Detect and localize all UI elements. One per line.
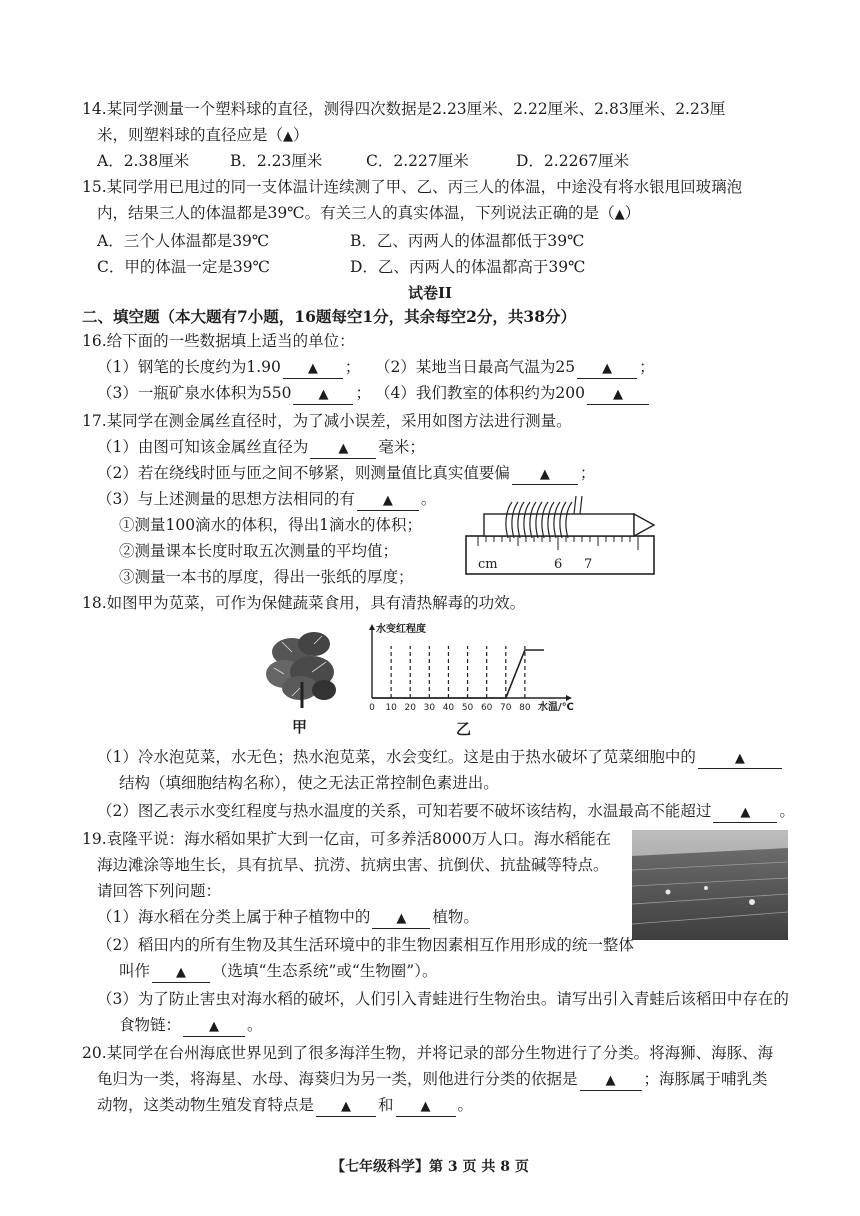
q17-stem: 17.某同学在测金属丝直径时，为了减小误差，采用如图方法进行测量。 (82, 412, 572, 430)
q14-line2: 米，则塑料球的直径应是（▲） (97, 126, 309, 144)
q14-option-a: A．2.38厘米 (97, 152, 190, 170)
x-tick-label-80: 80 (519, 703, 531, 712)
figure-label-jia: 甲 (292, 718, 308, 736)
q16-part1: （1）钢笔的长度约为1.90 ▲ ； (97, 356, 360, 379)
q17-part1: （1）由图可知该金属丝直径为 ▲ 毫米； (97, 436, 425, 459)
q15-option-a: A．三个人体温都是39℃ (97, 232, 270, 250)
x-tick-label-50: 50 (461, 703, 474, 712)
q19-line2: 海边滩涂等地生长，具有抗旱、抗涝、抗病虫害、抗倒伏、抗盐碱等特点。 (97, 856, 609, 874)
page-footer: 【七年级科学】第 3 页 共 8 页 (331, 1159, 529, 1175)
y-axis-label: 水变红程度 (376, 624, 426, 635)
q14-line1: 14.某同学测量一个塑料球的直径，测得四次数据是2.23厘米、2.22厘米、2.83厘米、2.23厘 (82, 100, 726, 118)
q19-part2: （2）稻田内的所有生物及其生活环境中的非生物因素相互作用形成的统一整体 (97, 936, 634, 954)
q15-line2: 内，结果三人的体温都是39℃。有关三人的真实体温，下列说法正确的是（▲） (97, 204, 641, 222)
q17-part3: （3）与上述测量的思想方法相同的有 ▲ 。 (97, 488, 436, 511)
q16-stem: 16.给下面的一些数据填上适当的单位： (82, 332, 355, 350)
q18-part1-cont: 结构（填细胞结构名称），使之无法正常控制色素进出。 (119, 774, 499, 792)
q15-line1: 15.某同学用已甩过的同一支体温计连续测了甲、乙、丙三人的体温，中途没有将水银甩回玻璃泡 (82, 178, 743, 196)
x-tick-label-40: 40 (442, 703, 455, 712)
figure-label-yi: 乙 (456, 720, 472, 738)
q14-option-c: C．2.227厘米 (366, 152, 469, 170)
q20-line3: 动物，这类动物生殖发育特点是 ▲ 和 ▲ 。 (97, 1094, 473, 1117)
x-axis-arrow (566, 695, 572, 701)
sea-rice-field-photo (632, 830, 788, 940)
q14-option-d: D．2.2267厘米 (516, 152, 630, 170)
q17-choice1: ①测量100滴水的体积，得出1滴水的体积； (119, 516, 422, 534)
q18-part1: （1）冷水泡苋菜，水无色；热水泡苋菜，水会变红。这是由于热水破坏了苋菜细胞中的 ▲ (97, 746, 784, 769)
q17-part2: （2）若在绕线时匝与匝之间不够紧，则测量值比真实值要偏 ▲ ； (97, 462, 595, 485)
q19-part2-cont: 叫作 ▲ （选填“生态系统”或“生物圈”）。 (119, 960, 437, 983)
q19-part3-cont: 食物链： ▲ 。 (119, 1014, 263, 1037)
q19-line3: 请回答下列问题： (97, 882, 222, 900)
section2-heading: 二、填空题（本大题有7小题，16题每空1分，其余每空2分，共38分） (82, 307, 576, 326)
paper2-title: 试卷II (407, 284, 453, 302)
x-tick-label-60: 60 (480, 703, 493, 712)
q16-part3: （3）一瓶矿泉水体积为550 ▲ ； (97, 382, 371, 405)
answer-mark: ▲ (614, 207, 625, 222)
x-tick-label-0: 0 (369, 703, 375, 712)
q18-stem: 18.如图甲为苋菜，可作为保健蔬菜食用，具有清热解毒的功效。 (82, 594, 526, 612)
x-axis-label: 水温/℃ (538, 702, 574, 712)
q17-choice3: ③测量一本书的厚度，得出一张纸的厚度； (119, 568, 414, 586)
x-tick-label-10: 10 (385, 703, 397, 712)
q17-choice2: ②测量课本长度时取五次测量的平均值； (119, 542, 399, 560)
q20-line1: 20.某同学在台州海底世界见到了很多海洋生物，并将记录的部分生物进行了分类。将海狮、海豚、海 (82, 1044, 774, 1062)
ruler-unit-label: cm (478, 557, 498, 572)
pencil-tip (634, 514, 654, 536)
q16-part4: （4）我们教室的体积约为200 ▲ (375, 382, 651, 405)
amaranth-plant-image (262, 622, 342, 710)
q19-part1: （1）海水稻在分类上属于种子植物中的 ▲ 植物。 (97, 906, 479, 929)
q19-part3: （3）为了防止害虫对海水稻的破坏，人们引入青蛙进行生物治虫。请写出引入青蛙后该稻田中存在的 (97, 990, 789, 1008)
q20-line2: 龟归为一类，将海星、水母、海葵归为另一类，则他进行分类的依据是 ▲ ；海豚属于哺乳类 (97, 1068, 768, 1091)
q15-option-c: C．甲的体温一定是39℃ (97, 258, 270, 276)
q18-part2: （2）图乙表示水变红程度与热水温度的关系，可知若要不破坏该结构，水温最高不能超过 ▲ 。 (97, 800, 795, 823)
x-tick-label-70: 70 (500, 703, 512, 712)
y-axis-arrow (369, 624, 375, 630)
q15-option-b: B．乙、丙两人的体温都低于39℃ (350, 232, 585, 250)
ruler-tick-6: 6 (554, 557, 563, 572)
x-tick-label-20: 20 (404, 703, 416, 712)
ruler-tick-7: 7 (584, 557, 593, 572)
q19-line1: 19.袁隆平说：海水稻如果扩大到一亿亩，可多养活8000万人口。海水稻能在 (82, 830, 612, 848)
q14-option-b: B．2.23厘米 (230, 152, 323, 170)
answer-mark: ▲ (283, 129, 294, 144)
water-redness-chart (362, 622, 582, 712)
series-line (372, 650, 544, 698)
q15-option-d: D．乙、丙两人的体温都高于39℃ (350, 258, 586, 276)
q16-part2: （2）某地当日最高气温为25 ▲ ； (375, 356, 655, 379)
x-tick-label-30: 30 (423, 703, 436, 712)
ruler-wire-figure (462, 494, 658, 580)
